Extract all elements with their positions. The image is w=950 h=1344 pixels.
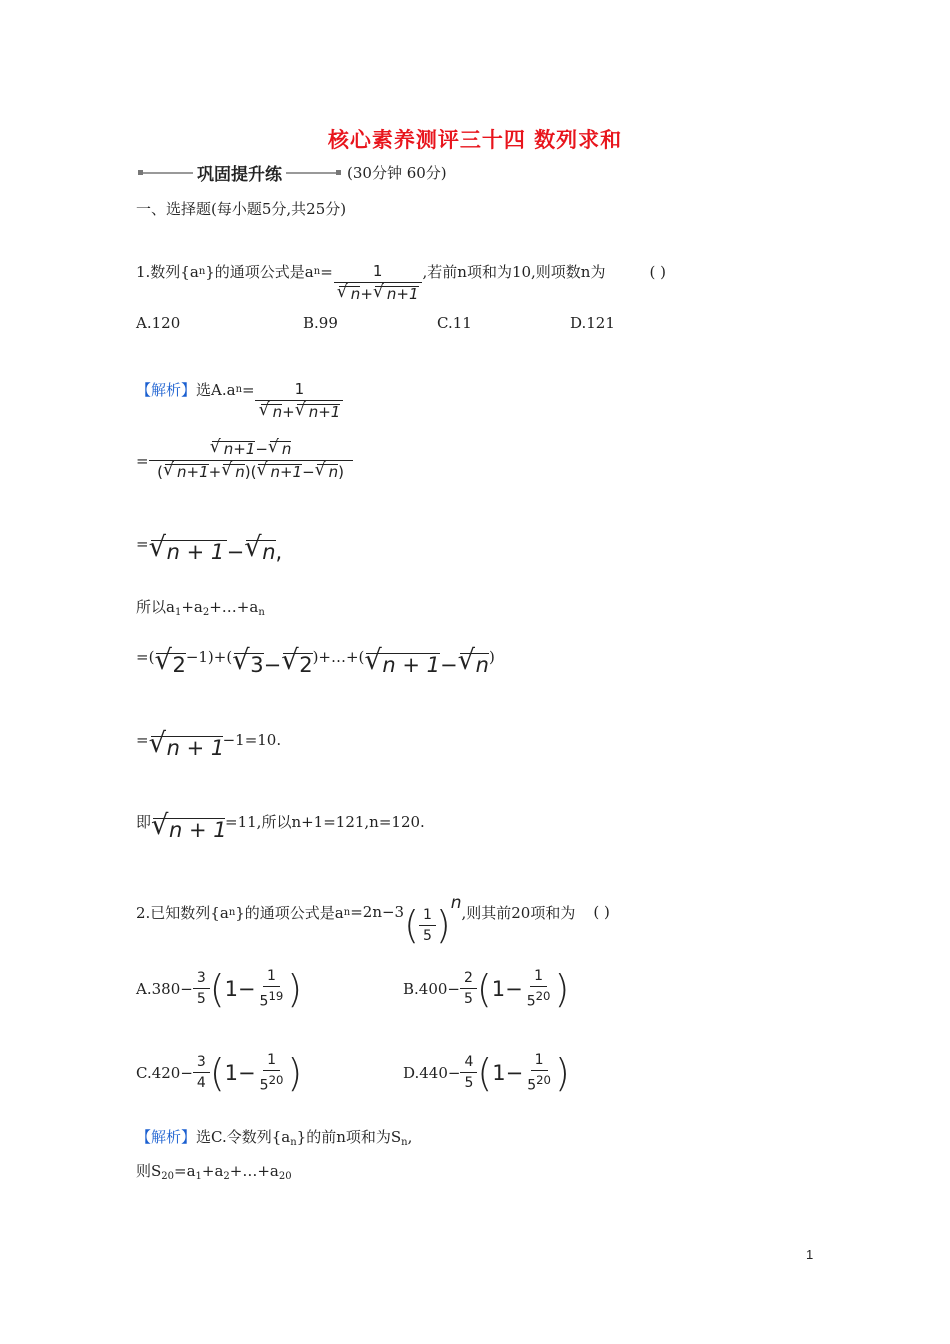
q1-num: 1 [334,262,422,283]
q2-prefix: 2.已知数列{a [136,903,229,922]
question-2 [136,880,610,947]
q2-option-c[interactable]: C.420− $\frac{3}{4}$ ( 1− $\frac{1}{5^{20}}$ ) [136,1050,303,1095]
solution-1-line-6: =√ n + 1−1=10. [136,726,281,750]
q2-paren: ( ) [593,903,610,921]
q2-option-d[interactable]: D.440− $\frac{4}{5}$ ( 1− $\frac{1}{5^{20}}$ ) [403,1050,570,1095]
sqrt-expr: √ n + 1 −√ n, [149,540,283,564]
sub-n: n [290,1137,297,1148]
q2-suffix: ,则其前20项和为 [461,903,576,922]
sol1-rationalize-fraction [149,440,353,481]
q2-power: ( $\frac{1}{5}$ ) n [404,893,462,947]
q1-paren: ( ) [649,262,666,281]
q2-option-a[interactable]: A.380− $\frac{3}{5}$ ( 1− $\frac{1}{5^{19}}$ ) [136,966,303,1011]
solution-1-line-5: =(√ 2−1)+(√ 3−√ 2)+…+(√ n + 1−√ n) [136,643,495,667]
divider-line [143,172,193,174]
sol2-tail: }的前n项和为S [296,1128,402,1146]
rationalize-num: √ n+1−√ n [149,440,353,461]
so: 所以a [136,598,175,616]
q1-option-a[interactable]: A.120 [136,314,181,332]
divider-dot [336,170,341,175]
question-1 [136,240,666,303]
solution-2-line-1: 【解析】选C.令数列$\{a_n\}$的前n项和为$S_n$, [136,1128,413,1148]
sub-n: n [228,906,236,918]
solution-1-line-4: 所以$a_1+a_2+\dots+a_n$ [136,598,265,618]
q1-sub: n [198,266,206,277]
divider-line [286,172,336,174]
q1-den: √ n+√ n+1 [333,283,423,303]
q2-expr: =2n−3 [350,903,405,921]
q1-eq: = [320,262,333,281]
q2-mid: }的通项公式是a [235,903,344,922]
sol1-text: 选A.a [196,381,236,399]
ji: 即 [136,813,152,831]
sol1-fraction [255,380,345,421]
eq: = [136,535,149,553]
page-title: 核心素养测评三十四 数列求和 [327,127,623,152]
page-number: 1 [806,1247,814,1262]
q1-mid: }的通项公式是a [205,263,314,281]
ji-tail: =11,所以n+1=121,n=120. [225,813,425,831]
eq: = [136,451,149,470]
sol2-text: 选C.令数列{a [196,1128,291,1146]
section-label: 巩固提升练 [197,165,282,185]
opt-label: D.440− [403,1063,461,1082]
final-eq: −1=10. [222,731,282,749]
sol1-num: 1 [255,380,343,401]
sol2-line2: 则S [136,1162,162,1180]
part-heading: 一、选择题(每小题5分,共25分) [136,200,347,218]
eq: = [136,648,149,666]
q1-option-c[interactable]: C.11 [437,314,472,332]
eq: = [242,380,255,399]
q1-prefix: 1.数列{a [136,263,199,281]
sub-n: n [258,607,265,618]
solution-2-line-2: 则$S_{20}=a_1+a_2+\dots+a_{20}$ [136,1162,292,1182]
sub-n: n [401,1137,408,1148]
rationalize-den: (√ n+1+√ n)(√ n+1−√ n) [153,461,348,481]
section-time: (30分钟 60分) [347,164,447,182]
solution-1-line-1 [136,358,344,421]
q1-fraction [333,262,423,303]
q1-option-d[interactable]: D.121 [570,314,615,332]
solution-tag: 【解析】 [136,381,197,399]
q2-option-b[interactable]: B.400− $\frac{2}{5}$ ( 1− $\frac{1}{5^{20}}$ ) [403,966,570,1011]
q1-option-b[interactable]: B.99 [303,314,338,332]
eq: = [136,731,149,749]
solution-tag: 【解析】 [136,1128,197,1146]
sol1-den: √ n+√ n+1 [255,401,345,421]
solution-1-line-3 [136,530,283,564]
q1-sub: n [313,266,321,277]
opt-label: A.380− [136,979,193,998]
solution-1-line-2 [136,440,353,481]
sub-n: n [343,906,351,918]
q1-suffix: ,若前n项和为10,则项数n为 [422,263,606,281]
sum-tail: +…+a [209,598,259,616]
section-header [138,160,447,185]
solution-1-line-7: 即√ n + 1=11,所以n+1=121,n=120. [136,808,425,832]
opt-label: C.420− [136,1063,193,1082]
sub-n: n [235,384,243,395]
opt-label: B.400− [403,979,460,998]
